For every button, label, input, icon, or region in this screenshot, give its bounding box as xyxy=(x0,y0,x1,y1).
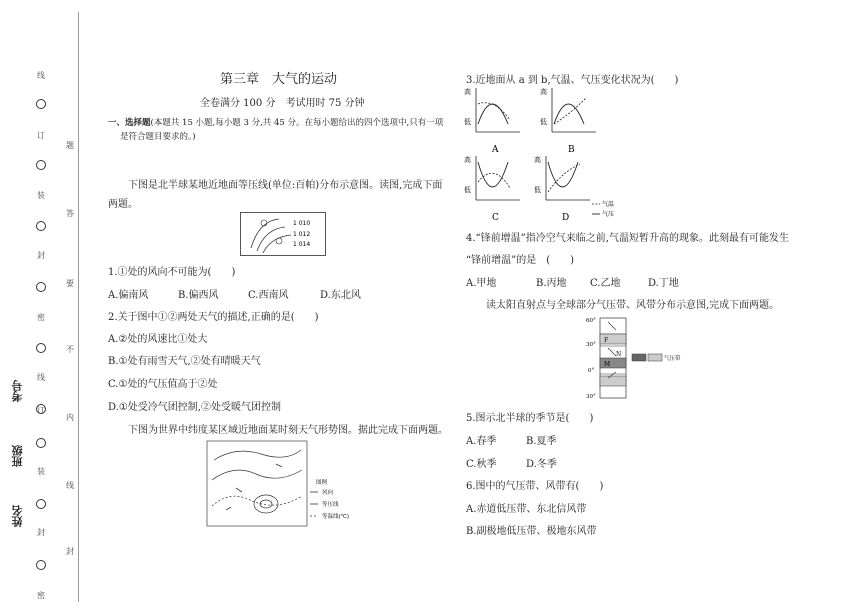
q5-option-d: D.冬季 xyxy=(526,459,557,470)
binding-hole xyxy=(36,438,46,448)
exam-number-label: 考号 xyxy=(11,380,24,402)
intro-text: 下图是北半球某地近地面等压线(单位:百帕)分布示意图。读图,完成下面 xyxy=(128,180,443,191)
seal-char: 题 xyxy=(66,141,74,150)
q1-option-a: A.偏南风 xyxy=(108,290,149,301)
seal-char: 密 xyxy=(37,591,45,600)
chart-letter: B xyxy=(568,145,575,155)
isobar-label: 1 010 xyxy=(293,220,311,227)
latitude-label: 0° xyxy=(588,368,595,374)
q6-option-b: B.副极地低压带、极地东风带 xyxy=(466,526,597,537)
q2-option-b: B.①处有雨雪天气,②处有晴暖天气 xyxy=(108,356,261,367)
legend-wind: 风向 xyxy=(322,490,334,496)
belt-letter: N xyxy=(616,351,622,358)
question-1-stem: 1.①处的风向不可能为( ) xyxy=(108,267,236,278)
seal-char: 密 xyxy=(37,313,45,322)
q2-option-a: A.②处的风速比①处大 xyxy=(108,334,208,345)
option-chart-c xyxy=(464,152,528,224)
axis-high-label: 高 xyxy=(464,156,471,164)
q1-option-d: D.东北风 xyxy=(320,290,361,301)
section-note-line1: (本题共 15 小题,每小题 3 分,共 45 分。在每小题给出的四个选项中,只有一项 xyxy=(150,118,444,128)
axis-low-label: 低 xyxy=(464,118,471,126)
binding-hole xyxy=(36,343,46,353)
intro-text: 下图为世界中纬度某区域近地面某时刻天气形势图。据此完成下面两题。 xyxy=(128,425,448,436)
section-note-line2: 是符合题目要求的。) xyxy=(120,132,196,142)
pressure-belt-figure xyxy=(586,314,696,400)
q2-option-c: C.①处的气压值高于②处 xyxy=(108,379,218,390)
chart-letter: A xyxy=(492,145,499,155)
belt-letter: F xyxy=(604,337,609,344)
intro-text: 两题。 xyxy=(108,199,138,210)
option-chart-d xyxy=(534,152,624,224)
seal-char: 要 xyxy=(66,279,74,288)
question-5-stem: 5.图示北半球的季节是( ) xyxy=(466,413,594,424)
axis-low-label: 低 xyxy=(540,118,547,126)
question-6-stem: 6.图中的气压带、风带有( ) xyxy=(466,481,604,492)
q6-option-a: A.赤道低压带、东北信风带 xyxy=(466,504,587,515)
class-label: 班级 xyxy=(11,445,24,467)
seal-char: 订 xyxy=(37,131,45,140)
page-title: 第三章 大气的运动 xyxy=(220,72,338,87)
question-4-stem: 4.“锋前增温”指冷空气来临之前,气温短暂升高的现象。此刻最有可能发生 xyxy=(466,233,789,244)
latitude-label: 60° xyxy=(586,318,596,324)
seal-char: 不 xyxy=(66,345,74,354)
seal-char: 答 xyxy=(66,209,74,218)
section-note xyxy=(108,116,443,128)
binding-hole xyxy=(36,499,46,509)
legend-title: 图例 xyxy=(316,480,328,486)
q5-option-a: A.春季 xyxy=(466,436,497,447)
isobar-label: 1 014 xyxy=(293,241,311,248)
pressure-legend: 气压带 xyxy=(664,356,681,362)
axis-low-label: 低 xyxy=(534,186,541,194)
legend-isobar: 等压线 xyxy=(322,502,339,508)
seal-char: 订 xyxy=(37,406,45,415)
q1-option-c: C.西南风 xyxy=(248,290,289,301)
option-chart-a xyxy=(464,84,528,156)
seal-char: 线 xyxy=(37,373,45,382)
binding-margin xyxy=(0,0,90,608)
chart-letter: C xyxy=(492,213,499,223)
binding-hole xyxy=(36,99,46,109)
seal-char: 装 xyxy=(37,467,45,476)
q4-option-d: D.丁地 xyxy=(648,278,679,289)
q5-option-b: B.夏季 xyxy=(526,436,557,447)
name-label: 姓名 xyxy=(11,505,24,527)
option-chart-b xyxy=(540,84,604,156)
intro-text: 读太阳直射点与全球部分气压带、风带分布示意图,完成下面两题。 xyxy=(486,300,780,311)
seal-char: 封 xyxy=(66,547,74,556)
belt-letter: M xyxy=(604,361,611,368)
seal-char: 内 xyxy=(66,413,74,422)
isobar-figure xyxy=(240,212,326,256)
q4-option-a: A.甲地 xyxy=(466,278,497,289)
weather-map-figure xyxy=(206,440,366,528)
page-subtitle: 全卷满分 100 分 考试用时 75 分钟 xyxy=(200,98,365,109)
question-2-stem: 2.关于图中①②两处天气的描述,正确的是( ) xyxy=(108,312,319,323)
chart-letter: D xyxy=(562,213,570,223)
seal-char: 线 xyxy=(66,481,74,490)
seal-char: 装 xyxy=(37,191,45,200)
legend-isotherm: 等温线(℃) xyxy=(322,514,349,520)
latitude-label: 30° xyxy=(586,394,596,400)
q4-option-c: C.乙地 xyxy=(590,278,621,289)
question-3-stem: 3.近地面从 a 到 b,气温、气压变化状况为( ) xyxy=(466,75,679,86)
latitude-label: 30° xyxy=(586,342,596,348)
binding-hole xyxy=(36,560,46,570)
legend-temperature: 气温 xyxy=(602,201,615,208)
axis-high-label: 高 xyxy=(464,88,471,96)
q4-option-b: B.丙地 xyxy=(536,278,567,289)
section-heading: 一、选择题 xyxy=(108,118,151,128)
axis-high-label: 高 xyxy=(540,88,547,96)
q2-option-d: D.①处受冷气团控制,②处受暖气团控制 xyxy=(108,402,281,413)
axis-low-label: 低 xyxy=(464,186,471,194)
binding-line xyxy=(78,12,79,602)
axis-high-label: 高 xyxy=(534,156,541,164)
seal-char: 封 xyxy=(37,251,45,260)
binding-hole xyxy=(36,221,46,231)
question-4-stem-line2: “锋前增温”的是 ( ) xyxy=(466,255,575,266)
binding-hole xyxy=(36,160,46,170)
legend-pressure: 气压 xyxy=(602,211,615,218)
isobar-label: 1 012 xyxy=(293,231,311,238)
binding-hole xyxy=(36,282,46,292)
seal-char: 线 xyxy=(37,71,45,80)
seal-char: 封 xyxy=(37,528,45,537)
q1-option-b: B.偏西风 xyxy=(178,290,219,301)
q5-option-c: C.秋季 xyxy=(466,459,497,470)
